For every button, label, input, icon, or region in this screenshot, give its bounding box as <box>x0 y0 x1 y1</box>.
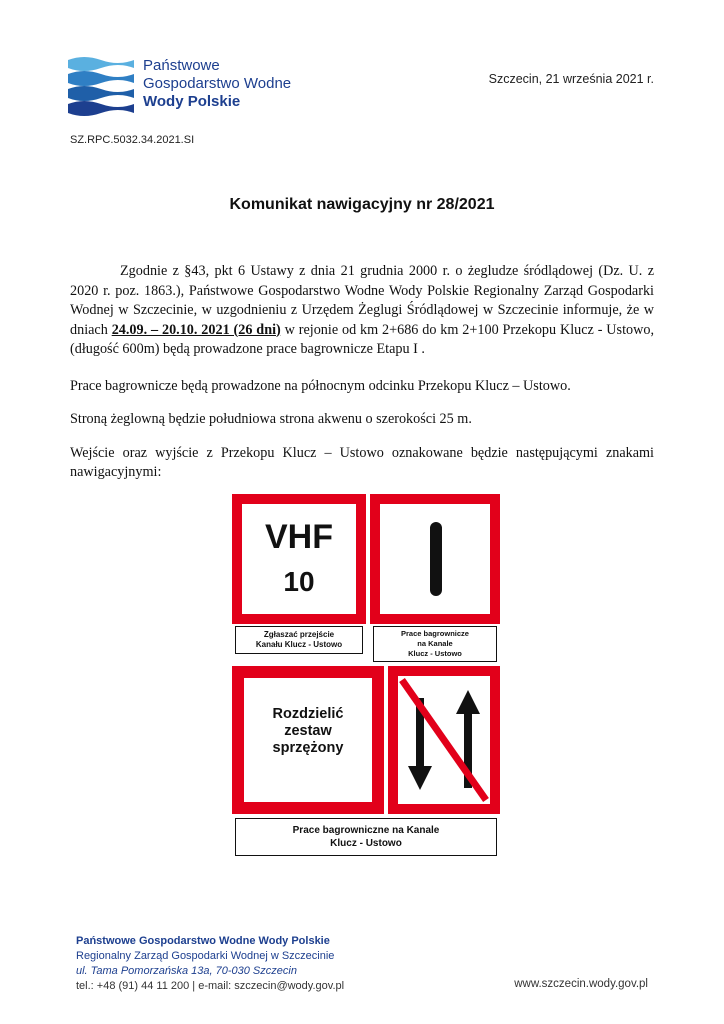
paragraph-1-end: w rejonie od km 2+686 do km 2+100 Przekopu Klucz - Ustowo, (długość 600m) będą prowadzone prace bagrownicze Etapu I . <box>70 321 654 357</box>
bar-sign-panel <box>380 504 490 614</box>
wody-polskie-logo-icon <box>68 54 134 116</box>
two-way-sign-panel <box>398 676 490 804</box>
footer-address <box>76 934 344 994</box>
logo-line-2: Gospodarstwo Wodne <box>143 75 292 92</box>
vertical-bar-icon <box>430 522 442 596</box>
footer-regional-office: Regionalny Zarząd Gospodarki Wodnej w Szczecinie <box>76 950 335 962</box>
bar-label-line-1: Prace bagrownicze <box>401 629 469 638</box>
dredging-bar-sign <box>370 494 500 624</box>
vhf-channel: 10 <box>283 566 315 597</box>
split-line-1: Rozdzielić <box>272 706 344 722</box>
opposing-arrows-icon <box>398 676 490 804</box>
split-line-2: zestaw <box>284 723 332 739</box>
page-title: Komunikat nawigacyjny nr 28/2021 <box>229 196 495 213</box>
split-convoy-sign <box>232 666 384 814</box>
split-sign-panel <box>244 678 372 802</box>
document-date: Szczecin, 21 września 2021 r. <box>488 72 654 86</box>
body-text <box>70 262 654 483</box>
footer-street: ul. Tama Pomorzańska 13a, 70-030 Szczecin <box>76 965 297 977</box>
paragraph-3: Stroną żeglowną będzie południowa strona akwenu o szerokości 25 m. <box>70 411 472 427</box>
footer-contact[interactable]: tel.: +48 (91) 44 11 200 | e-mail: szczecin@wody.gov.pl <box>76 980 345 992</box>
vhf-label-line-1: Zgłaszać przejście <box>263 630 335 639</box>
logo-line-3: Wody Polskie <box>143 93 241 110</box>
logo <box>68 54 134 116</box>
bottom-label-line-2: Klucz - Ustowo <box>330 838 402 849</box>
vhf-sign-label <box>235 626 363 654</box>
footer-org-name: Państwowe Gospodarstwo Wodne Wody Polskie <box>76 935 330 947</box>
vhf-label-line-2: Kanału Klucz - Ustowo <box>255 640 343 649</box>
logo-text <box>143 57 291 111</box>
signs-figure <box>232 494 500 858</box>
reference-number: SZ.RPC.5032.34.2021.SI <box>70 134 195 146</box>
bottom-sign-label <box>235 818 497 856</box>
split-line-3: sprzężony <box>272 740 344 756</box>
logo-line-1: Państwowe <box>143 57 220 74</box>
vhf-sign-panel <box>242 504 356 614</box>
vhf-sign <box>232 494 366 624</box>
paragraph-1-start: Zgodnie z §43, pkt 6 Ustawy z dnia 21 grudnia 2000 r. o żegludze śródlądowej (Dz. U. z 2020 r. poz. 1863.), Państwowe Gospodarstwo Wodne Wody Polskie Regionalny Zarząd Gospodarki Wodnej w Szczecinie, w uzgodnieniu z Urzędem Żeglugi Śródlądowej w Szczecinie informuje, że w dniach <box>70 263 654 338</box>
bar-label-line-2: na Kanale <box>417 639 453 648</box>
work-dates: 24.09. – 20.10. 2021 (26 dni) <box>111 321 281 338</box>
paragraph-1 <box>70 262 654 360</box>
two-way-traffic-prohibited-sign <box>388 666 500 814</box>
vhf-text: VHF <box>265 518 333 556</box>
footer-website-link[interactable]: www.szczecin.wody.gov.pl <box>514 978 648 990</box>
bar-label-line-3: Klucz - Ustowo <box>408 649 462 658</box>
bottom-label-line-1: Prace bagrowniczne na Kanale <box>292 825 440 836</box>
paragraph-4: Wejście oraz wyjście z Przekopu Klucz – Ustowo oznakowane będzie następującymi znakami nawigacyjnymi: <box>70 444 654 480</box>
paragraph-2: Prace bagrownicze będą prowadzone na północnym odcinku Przekopu Klucz – Ustowo. <box>70 377 571 394</box>
bar-sign-label <box>373 626 497 662</box>
